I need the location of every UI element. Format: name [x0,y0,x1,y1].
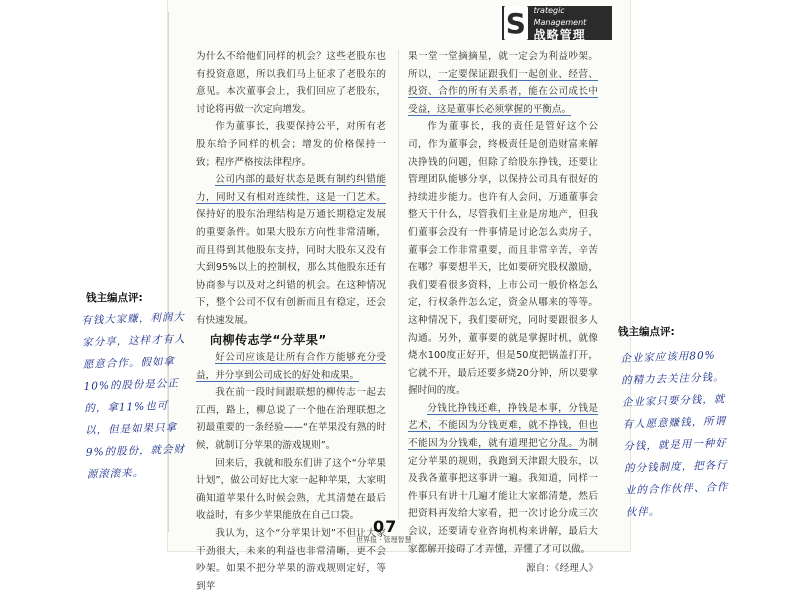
underlined-text: 并分享到公司成长的好处和成果。 [215,369,360,381]
underlined-text: 分钱难，就有道理把它分乱。 [448,438,579,450]
underlined-text: 作的所有关系者，能在公司成长中受益，这是 [408,86,599,115]
underlined-text: 分钱比挣钱还难，挣钱是本事，分钱是艺术， [408,402,598,432]
paragraph: 回来后，我就和股东们讲了这个“分苹果计划”，做公司好比大家一起种苹果，大家明确知道苹果什么时候会熟，尤其清楚在最后收益时，有多少苹果能放在自己口袋。 [196,457,386,522]
underlined-text: 董事长必须掌握的平衡点。 [455,103,572,115]
underlined-text: 同时又有相对连续性，这是一门艺术。 [216,191,387,203]
column-gutter [398,50,399,520]
section-letter: S [505,6,526,40]
paragraph-text: 保持好的股东治理结构是万通长期稳定发展的重要条件。如果大股东方向性非常清晰，而且得到其他股东支持，同时大股东又没有大到95%以上的控制权，那么其他股东还有协商参与以及对之纠错的机会。在这种情况下，整个公司不仅有创新而且有稳定，还会有快速发展。 [196,209,386,326]
right-article-column [408,48,598,578]
right-handwritten-comment: 企业家应该用80%的精力去关注分钱。企业家只要分钱，就有人愿意赚钱，所谓分钱，就是用一种好的分钱制度，把各行业的合作伙伴、合作伙伴。 [620,349,729,519]
underlined-text: 一定要保证跟我们一起创业、经营、投资、合 [408,68,599,98]
paragraph-text: 为制定分苹果的规则，我跑到天津跟大股东，以及我各董事把这事讲一遍。我知道，同样一件事只有讲十几遍才能让大家都清楚，然后把资料再发给大家看，把一次讨论分成三次会议，还要请专业咨询机构来讲解，最后大家都解开接碍了才弄懂，弄懂了才可以做。 [408,438,599,555]
section-badge [502,6,612,40]
paragraph: 我在前一段时间跟联想的柳传志一起去江西，路上，柳总说了一个他在治理联想之初最重要的一条经验——“在苹果没有熟的时候，就制订分苹果的游戏规则”。 [196,387,386,452]
section-subheading: 向柳传志学“分苹果” [210,332,327,347]
footer-caption: 世界报 · 管理智慧 [356,536,412,544]
underlined-text: 好公司应该是让所有合作方能够充分受益， [196,352,386,381]
paragraph-highlight [196,171,386,329]
left-handwritten-comment: 有钱大家赚，利润大家分享，这样才有人愿意合作。假如拿10%的股份是公正的，拿11%也可以，但是如果只拿9%的股份，就会财源滚滚来。 [81,311,186,481]
section-english: trategic Management [533,6,587,27]
paragraph: 作为董事长，我的责任是管好这个公司，作为董事会，终极责任是创造财富来解决挣钱的问题，但除了给股东挣钱，还要让管理团队能够分享，以保持公司具有很好的持续进步能力。也许有人会问，万通董事会整天干什么，尽管我们主业是房地产，但我们董事会没有一件事情是讨论怎么卖房子，董事会工作非常重要，而且非常辛苦，辛苦在哪？事要想半天，比如要研究股权激励，我们要看很多资料，上市公司一般价格怎么定，行权条件怎么定，资金从哪来的等等。这种情况下，我们要研究，同时要跟很多人沟通。另外，董事要的就是掌握时机，就像烧水100度正好开，但是50度把锅盖打开，它就不开，最后还要多烧20分钟，所以要掌握时间的度。 [408,121,598,397]
underlined-text: 不能因为分钱更难，就不挣钱，但也不能因为 [408,420,599,450]
source-citation: 源自：《经理人》 [526,563,598,575]
paragraph-text: 果一堂一堂摘摘星，就一定会为利益吵架。所以， [408,51,598,80]
page-number: 07 [373,517,398,536]
section-chinese: 战略管理 [533,28,586,42]
paragraph: 作为董事长，我要保持公平，对所有老股东给予同样的机会；增发的价格保持一致；程序严格按法律程序。 [196,121,386,168]
paragraph-highlight [408,48,598,118]
paragraph: 我认为，这个“分苹果计划”不但让大家干劲很大，未来的利益也非常清晰，更不会吵架。如果不把分苹果的游戏规则定好，等到苹 [196,528,386,592]
paragraph-highlight [408,400,598,558]
paragraph: 为什么不给他们同样的机会？这些老股东也有投资意愿，所以我们马上征求了老股东的意见。本次董事会上，我们回应了老股东，讨论将再做一次定向增发。 [196,51,386,115]
left-article-column [196,48,386,595]
left-comment-title: 钱主编点评: [86,292,143,304]
underlined-text: 公司内部的最好状态是既有制约纠错能力， [196,174,386,203]
paragraph-highlight [196,349,386,384]
right-comment-title: 钱主编点评: [618,326,675,338]
